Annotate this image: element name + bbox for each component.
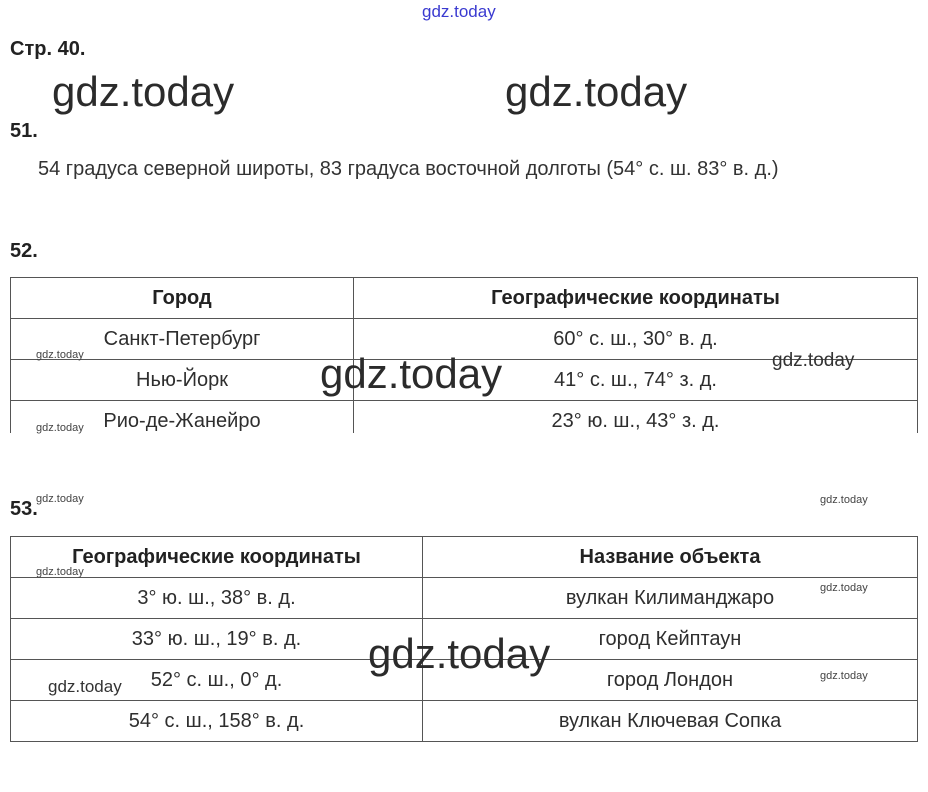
- column-header: Географические координаты: [354, 278, 918, 319]
- watermark-small: gdz.today: [36, 422, 84, 434]
- watermark-small: gdz.today: [36, 493, 84, 505]
- table-cell: 41° с. ш., 74° з. д.: [354, 360, 918, 401]
- watermark-small: gdz.today: [820, 494, 868, 506]
- table-cell: Санкт-Петербург: [11, 319, 354, 360]
- exercise-number-53: 53.: [10, 498, 38, 520]
- crop-mask: [8, 433, 920, 445]
- watermark-large: gdz.today: [505, 68, 688, 115]
- watermark-medium: gdz.today: [48, 677, 122, 696]
- watermark-large: gdz.today: [320, 350, 503, 397]
- table-cell: город Кейптаун: [423, 619, 918, 660]
- table-cell: Нью-Йорк: [11, 360, 354, 401]
- table-cell: 54° с. ш., 158° в. д.: [11, 701, 423, 742]
- watermark-large: gdz.today: [52, 68, 235, 115]
- table-cell: город Лондон: [423, 660, 918, 701]
- table-cell: вулкан Ключевая Сопка: [423, 701, 918, 742]
- watermark-small: gdz.today: [36, 566, 84, 578]
- exercise-number-52: 52.: [10, 240, 38, 262]
- table-cell: 23° ю. ш., 43° з. д.: [354, 401, 918, 442]
- exercise-51-answer: 54 градуса северной широты, 83 градуса восточной долготы (54° с. ш. 83° в. д.): [38, 158, 779, 180]
- watermark-small: gdz.today: [820, 582, 868, 594]
- table-cell: 33° ю. ш., 19° в. д.: [11, 619, 423, 660]
- page-reference: Стр. 40.: [10, 38, 86, 60]
- table-cell: 60° с. ш., 30° в. д.: [354, 319, 918, 360]
- watermark-large: gdz.today: [368, 630, 551, 677]
- table-cell: 52° с. ш., 0° д.: [11, 660, 423, 701]
- table-header-row: [11, 278, 918, 319]
- table-cell: Рио-де-Жанейро: [11, 401, 354, 442]
- watermark-small: gdz.today: [820, 670, 868, 682]
- table-header-row: [11, 537, 918, 578]
- column-header: Название объекта: [423, 537, 918, 578]
- watermark-top: gdz.today: [422, 2, 496, 21]
- table-row: [11, 578, 918, 619]
- table-cell: вулкан Килиманджаро: [423, 578, 918, 619]
- table-cell: 3° ю. ш., 38° в. д.: [11, 578, 423, 619]
- exercise-number-51: 51.: [10, 120, 38, 142]
- column-header: Географические координаты: [11, 537, 423, 578]
- watermark-small: gdz.today: [36, 349, 84, 361]
- table-row: [11, 701, 918, 742]
- watermark-medium: gdz.today: [772, 350, 855, 371]
- column-header: Город: [11, 278, 354, 319]
